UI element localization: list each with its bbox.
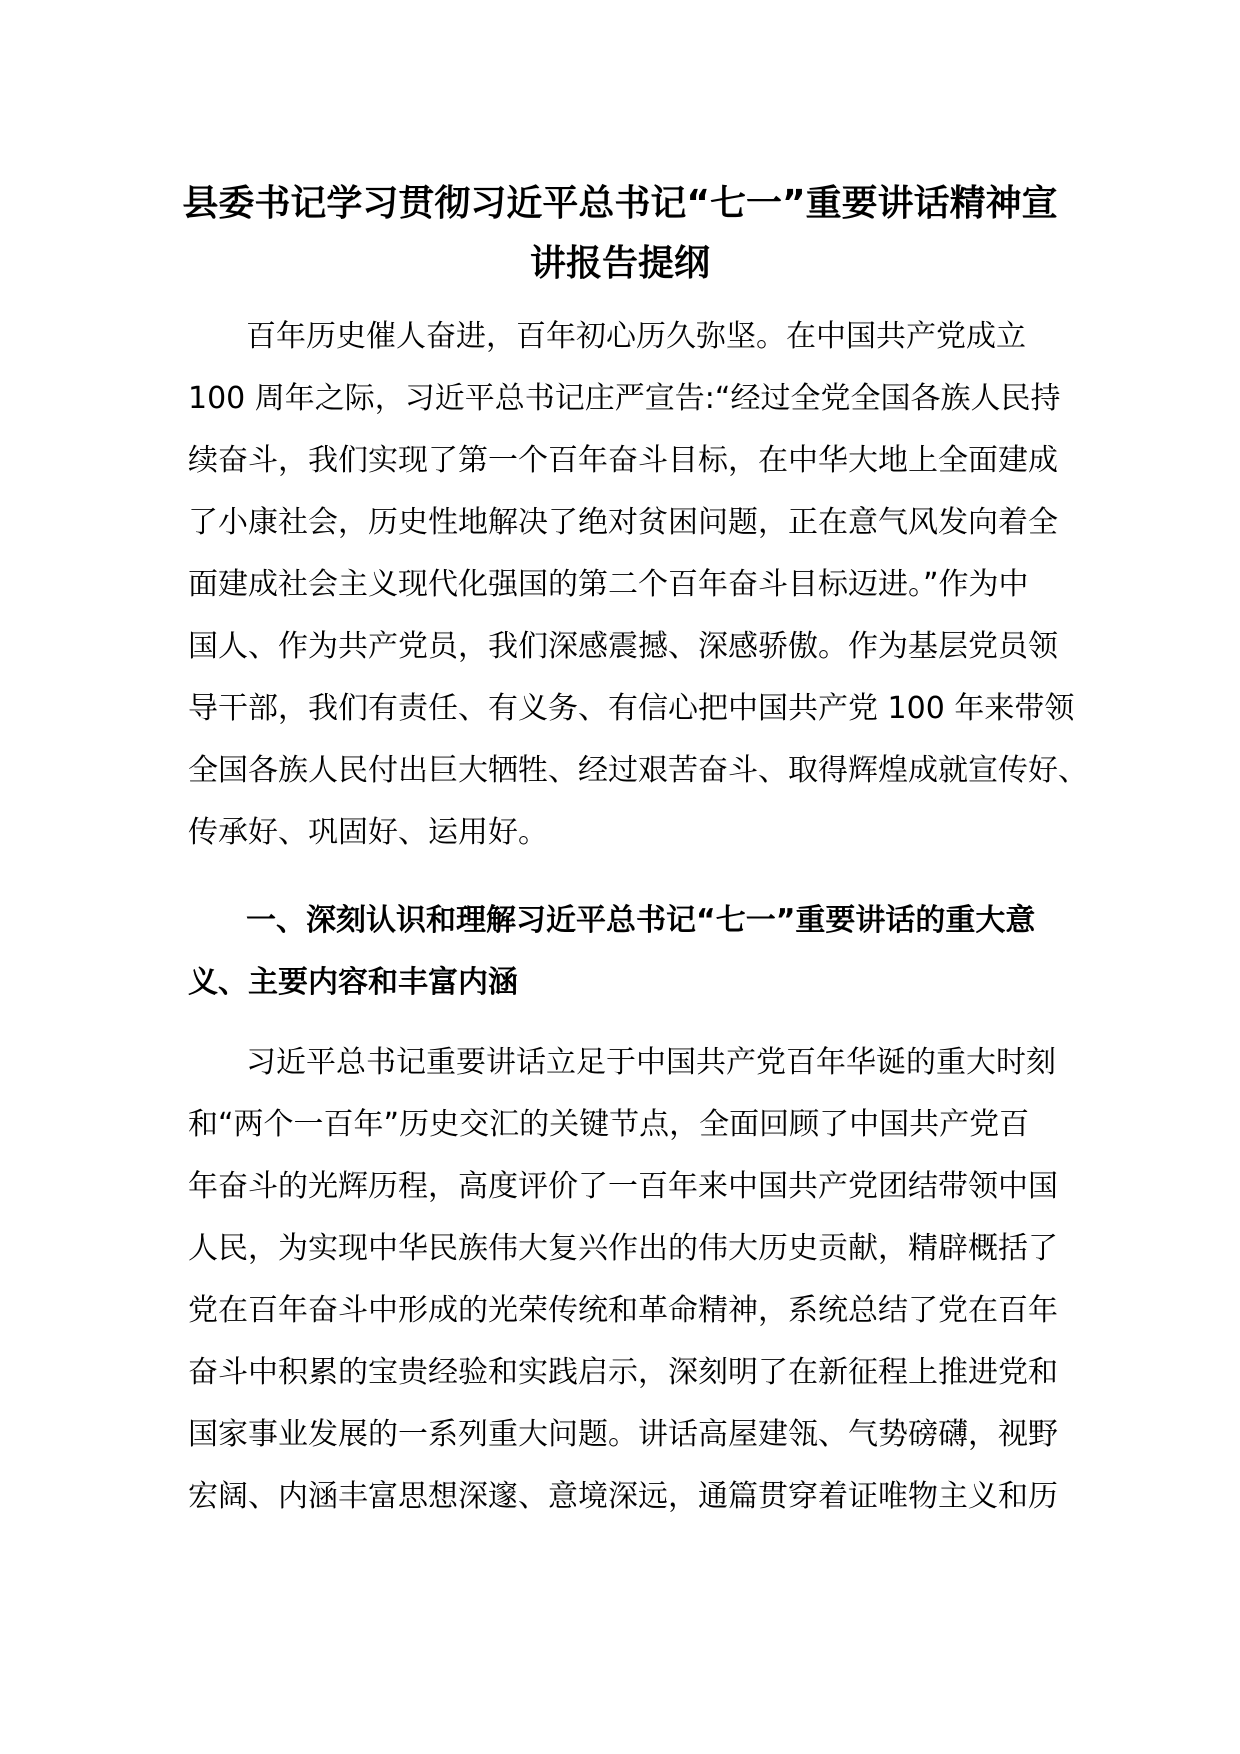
section-heading-line-2: 义、主要内容和丰富内涵: [188, 965, 518, 1000]
body-paragraph-line: 宏阔、内涵丰富思想深邃、意境深远，通篇贯穿着证唯物主义和历: [188, 1479, 1058, 1514]
body-paragraph-line: 党在百年奋斗中形成的光荣传统和革命精神，系统总结了党在百年: [188, 1293, 1058, 1328]
document-title-line-1: 县委书记学习贯彻习近平总书记“七一”重要讲话精神宣: [182, 183, 1058, 224]
body-paragraph-line: 和“两个一百年”历史交汇的关键节点，全面回顾了中国共产党百: [188, 1107, 1030, 1142]
intro-paragraph-line: 续奋斗，我们实现了第一个百年奋斗目标，在中华大地上全面建成: [188, 443, 1058, 478]
intro-paragraph-line: 传承好、巩固好、运用好。: [188, 815, 548, 850]
intro-paragraph-line: 百年历史催人奋进，百年初心历久弥坚。在中国共产党成立: [246, 319, 1026, 354]
intro-paragraph-line: 面建成社会主义现代化强国的第二个百年奋斗目标迈进。”作为中: [188, 567, 1029, 602]
body-paragraph-line: 奋斗中积累的宝贵经验和实践启示，深刻明了在新征程上推进党和: [188, 1355, 1058, 1390]
intro-paragraph-line: 导干部，我们有责任、有义务、有信心把中国共产党 100 年来带领: [188, 691, 1075, 726]
body-paragraph-line: 年奋斗的光辉历程，高度评价了一百年来中国共产党团结带领中国: [188, 1169, 1058, 1204]
intro-paragraph-line: 100 周年之际，习近平总书记庄严宣告:“经过全党全国各族人民持: [188, 381, 1061, 416]
intro-paragraph-line: 国人、作为共产党员，我们深感震撼、深感骄傲。作为基层党员领: [188, 629, 1058, 664]
document-title-line-2: 讲报告提纲: [529, 243, 710, 284]
body-paragraph-line: 习近平总书记重要讲话立足于中国共产党百年华诞的重大时刻: [246, 1045, 1056, 1080]
body-paragraph-line: 人民，为实现中华民族伟大复兴作出的伟大历史贡献，精辟概括了: [188, 1231, 1058, 1266]
body-paragraph-line: 国家事业发展的一系列重大问题。讲话高屋建瓴、气势磅礴，视野: [188, 1417, 1058, 1452]
intro-paragraph-line: 全国各族人民付出巨大牺牲、经过艰苦奋斗、取得辉煌成就宣传好、: [188, 753, 1088, 788]
section-heading-line-1: 一、深刻认识和理解习近平总书记“七一”重要讲话的重大意: [246, 903, 1036, 938]
intro-paragraph-line: 了小康社会，历史性地解决了绝对贫困问题，正在意气风发向着全: [188, 505, 1058, 540]
